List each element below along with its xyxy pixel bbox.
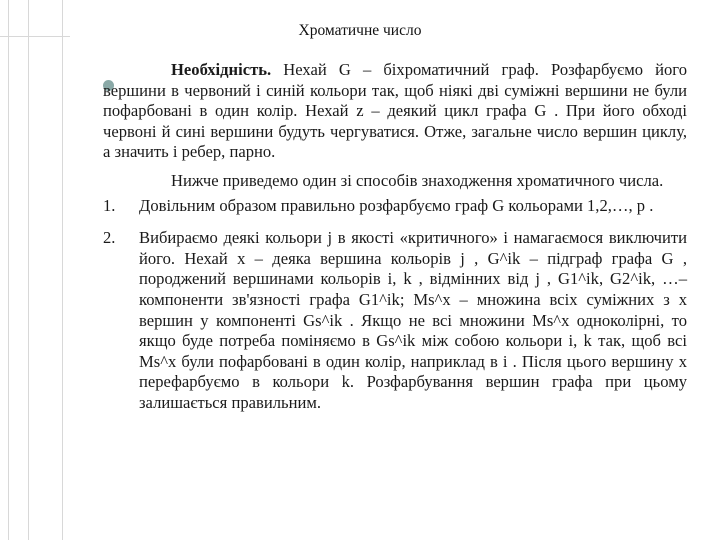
- list-text: Вибираємо деякі кольори j в якості «критичного» і намагаємося виключити його. Нехай x – деяка вершина кольорів j , G^ik – підграф графа G , породжений вершинами кольорів i, k , відмінних від j , G1^ik, G2^ik, …– компоненти зв'язності графа G1^ik; Ms^x – множина всіх суміжних з x вершин у компоненті Gs^ik . Якщо не всі множини Ms^x одноколірні, то якщо буде потреба поміняємо в Gs^ik між собою кольори i, k так, щоб всі Ms^x були пофарбовані в один колір, наприклад в i . Після цього вершину x перефарбуємо в кольори k. Розфарбування вершин графа при цьому залишається правильним.: [139, 228, 687, 412]
- list-number: 1.: [103, 195, 116, 215]
- paragraph-intro: Нижче приведемо один зі способів знаходження хроматичного числа.: [171, 170, 664, 190]
- decor-line-2: [28, 0, 29, 540]
- paragraph-necessity: [103, 60, 687, 163]
- steps-list: [103, 196, 687, 414]
- slide-title: Хроматичне число: [298, 22, 422, 39]
- list-number: 2.: [103, 228, 116, 248]
- slide-content: [103, 60, 687, 414]
- paragraph-body: Нехай G – біхроматичний граф. Розфарбуємо його вершини в червоний і синій кольори так, щоб ніякі дві суміжні вершини не були пофарбовані в один колір. Нехай z – деякий цикл графа G . При його обході червоні й сині вершини будуть чергуватися. Отже, загальне число вершин циклу, а значить і ребер, парно.: [103, 60, 687, 162]
- list-item: [103, 228, 687, 413]
- decor-line-1: [8, 0, 9, 540]
- list-text: Довільним образом правильно розфарбуємо граф G кольорами 1,2,…, p .: [139, 195, 654, 215]
- list-item: [103, 196, 687, 217]
- paragraph-lead: Необхідність.: [171, 60, 272, 79]
- decor-line-3: [62, 0, 63, 540]
